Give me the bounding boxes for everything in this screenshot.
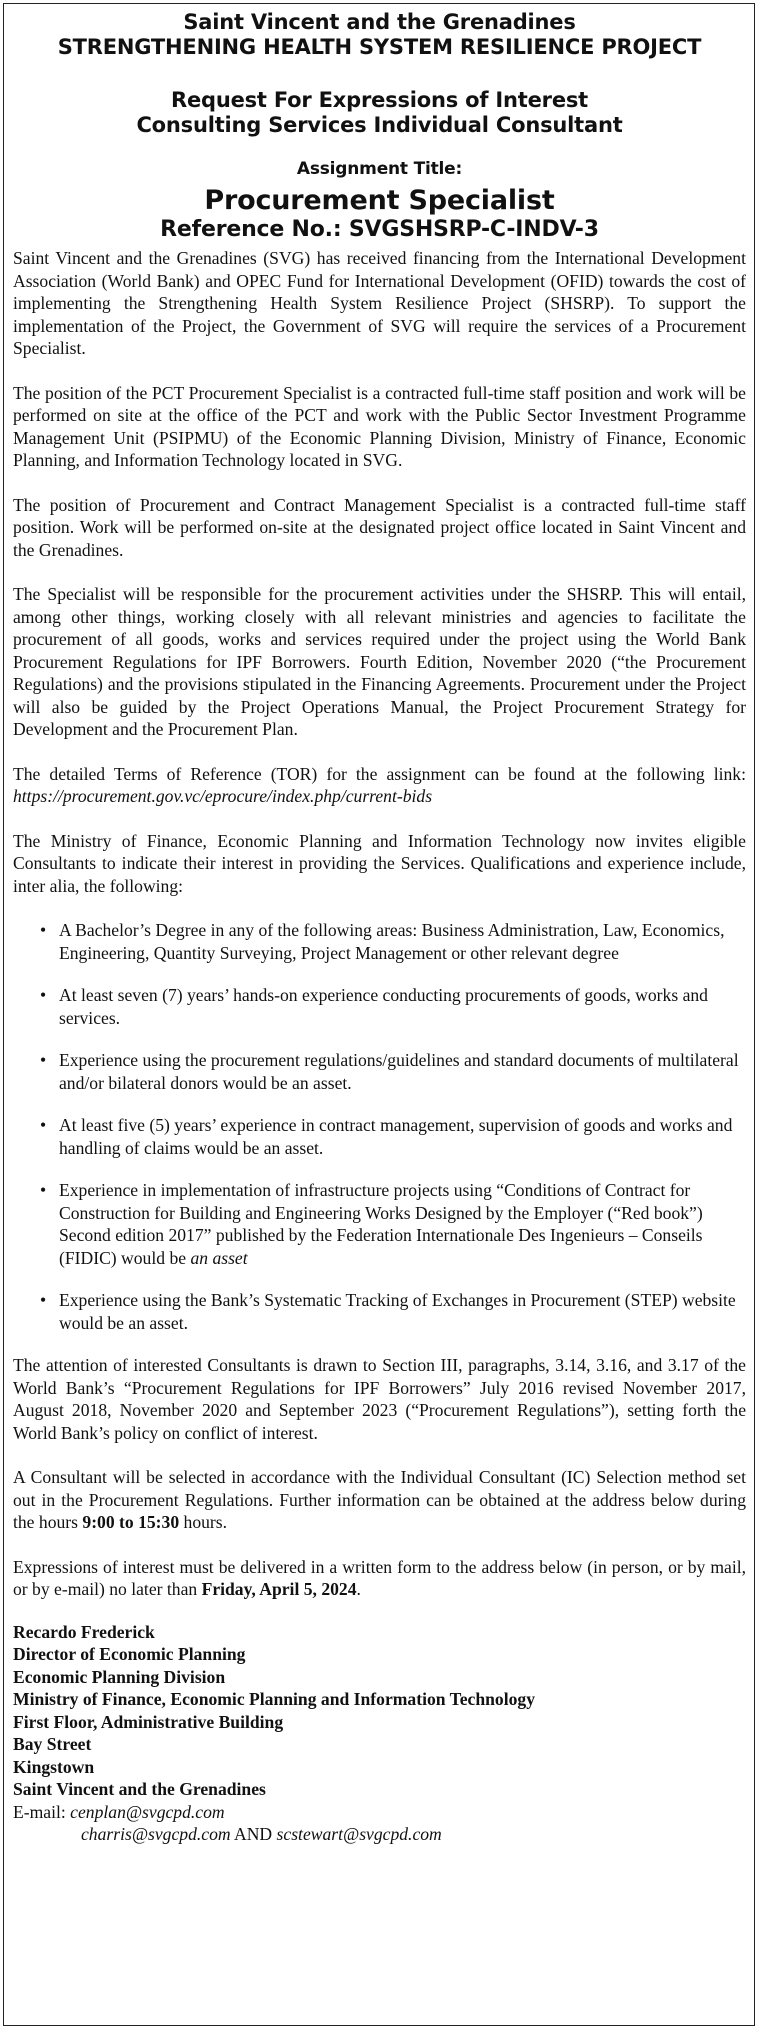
office-hours: 9:00 to 15:30 [82,1512,180,1532]
bullet-icon: • [40,920,47,940]
email-link-cenplan[interactable]: cenplan@svgcpd.com [70,1801,225,1822]
bullet-icon: • [40,1290,47,1310]
list-item [13,984,746,1029]
signature-block [13,1621,746,1846]
paragraph-tor [13,763,746,808]
bullet-icon: • [40,1115,47,1135]
deadline-end: . [356,1579,361,1599]
signatory-division: Economic Planning Division [13,1666,226,1687]
reference-number: Reference No.: SVGSHSRP-C-INDV-3 [160,217,599,242]
selection-end: hours. [179,1512,228,1532]
email-label: E-mail: [13,1801,71,1822]
list-item [13,1114,746,1159]
request-heading-line2: Consulting Services Individual Consultant [136,113,623,137]
email-link-charris[interactable]: charris@svgcpd.com [81,1824,231,1844]
paragraph-financing: Saint Vincent and the Grenadines (SVG) has received financing from the International Development Association (World Bank) and OPEC Fund for International Development (OFID) towards the cost of implementing the Strengthening Health System Resilience Project (SHSRP). To support the implementation of the Project, the Government of SVG will require the services of a Procurement Specialist. [13,248,746,358]
bullet-icon: • [40,985,47,1005]
list-item [13,1049,746,1094]
selection-text: A Consultant will be selected in accordance with the Individual Consultant (IC) Selection method set out in the Procurement Regulations. Further information can be obtained at the address below during the hours [13,1467,746,1532]
signatory-ministry: Ministry of Finance, Economic Planning and Information Technology [13,1689,535,1709]
tor-link[interactable]: https://procurement.gov.vc/eprocure/index.php/current-bids [13,786,433,806]
list-item [13,1179,746,1269]
qualification-fidic-asset: an asset [190,1247,248,1268]
qualification-degree: A Bachelor’s Degree in any of the following areas: Business Administration, Law, Economics, Engineering, Quantity Surveying, Project Management or other relevant degree [59,920,725,963]
qualification-regulations: Experience using the procurement regulations/guidelines and standard documents of multilateral and/or bilateral donors would be an asset. [59,1050,739,1093]
request-heading-line1: Request For Expressions of Interest [170,88,589,112]
qualifications-list [13,919,746,1334]
address-city: Kingstown [13,1756,95,1777]
qualification-fidic: Experience in implementation of infrastructure projects using “Conditions of Contract for Construction for Building and Engineering Works Designed by the Employer (“Red book”) Second edition 2017” published by the Federation Internationale Des Ingenieurs – Conseils (FIDIC) would be [59,1180,703,1268]
project-heading: STRENGTHENING HEALTH SYSTEM RESILIENCE PROJECT [57,35,702,59]
signatory-name: Recardo Frederick [13,1621,155,1642]
paragraph-selection [13,1466,746,1534]
advertisement-frame [3,3,755,2026]
notice-body [13,247,746,1846]
qualification-experience: At least seven (7) years’ hands-on experience conducting procurements of goods, works and services. [59,985,708,1028]
bullet-icon: • [40,1180,47,1200]
paragraph-contract-position: The position of Procurement and Contract Management Specialist is a contracted full-time staff position. Work will be performed on-site at the designated project office located in Saint Vincent and the Grenadines. [13,494,746,560]
paragraph-position: The position of the PCT Procurement Specialist is a contracted full-time staff position and work will be performed on site at the office of the PCT and work with the Public Sector Investment Programme Management Unit (PSIPMU) of the Economic Planning Division, Ministry of Finance, Economic Planning, and Information Technology located in SVG. [13,382,746,470]
qualification-contract-management: At least five (5) years’ experience in contract management, supervision of goods and works and handling of claims would be an asset. [59,1115,733,1158]
deadline-date: Friday, April 5, 2024 [201,1579,357,1599]
list-item [13,1289,746,1334]
email-and: AND [230,1824,277,1844]
address-street: Bay Street [13,1734,92,1754]
signatory-title: Director of Economic Planning [13,1644,246,1664]
country-heading: Saint Vincent and the Grenadines [183,10,576,34]
qualification-step: Experience using the Bank’s Systematic Tracking of Exchanges in Procurement (STEP) website would be an asset. [59,1290,736,1333]
address-floor: First Floor, Administrative Building [13,1711,284,1732]
deadline-text: Expressions of interest must be delivered in a written form to the address below (in person, or by mail, or by e-mail) no later than [13,1556,746,1599]
paragraph-deadline [13,1556,746,1601]
address-country: Saint Vincent and the Grenadines [13,1779,266,1799]
paragraph-responsibilities: The Specialist will be responsible for the procurement activities under the SHSRP. This will entail, among other things, working closely with all relevant ministries and agencies to facilitate the procurement of all goods, works and services required under the project using the World Bank Procurement Regulations for IPF Borrowers. Fourth Edition, November 2020 (“the Procurement Regulations) and the provisions stipulated in the Financing Agreements. Procurement under the Project will also be guided by the Project Operations Manual, the Project Procurement Strategy for Development and the Procurement Plan. [13,584,746,739]
paragraph-conflict-of-interest: The attention of interested Consultants is drawn to Section III, paragraphs, 3.14, 3.16, and 3.17 of the World Bank’s “Procurement Regulations for IPF Borrowers” July 2016 revised November 2017, August 2018, November 2020 and September 2023 (“Procurement Regulations”), setting forth the World Bank’s policy on conflict of interest. [13,1355,746,1443]
email-link-scstewart[interactable]: scstewart@svgcpd.com [276,1824,442,1844]
tor-text: The detailed Terms of Reference (TOR) for the assignment can be found at the following link: [13,763,746,784]
assignment-title: Procurement Specialist [204,185,555,216]
email-row [13,1801,746,1824]
assignment-label: Assignment Title: [296,159,463,179]
paragraph-invitation: The Ministry of Finance, Economic Planning and Information Technology now invites eligible Consultants to indicate their interest in providing the Services. Qualifications and experience include, inter alia, the following: [13,830,746,896]
bullet-icon: • [40,1050,47,1070]
email-row-secondary [13,1823,746,1846]
list-item [13,919,746,964]
